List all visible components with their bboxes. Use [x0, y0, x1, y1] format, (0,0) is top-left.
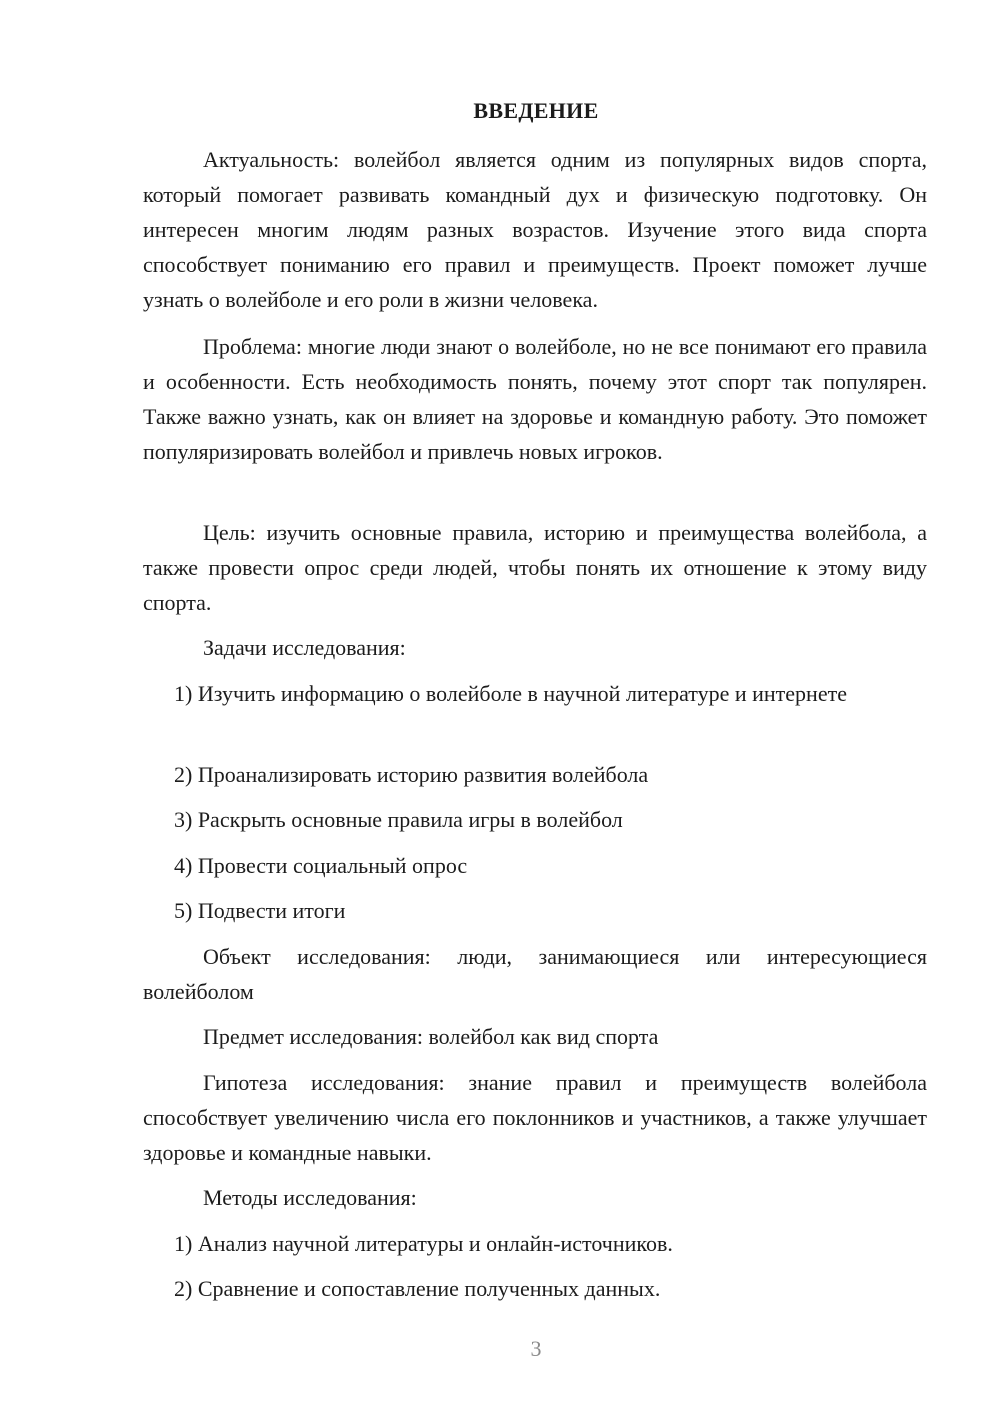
page-number: 3	[530, 1336, 542, 1361]
task-item-1: 1) Изучить информацию о волейболе в научной литературе и интернете	[174, 681, 847, 706]
task-item-2: 2) Проанализировать историю развития волейбола	[174, 762, 649, 787]
object-paragraph: Объект исследования: люди, занимающиеся или интересующиеся волейболом	[143, 944, 927, 1004]
tasks-heading: Задачи исследования:	[203, 635, 406, 660]
page-title: ВВЕДЕНИЕ	[473, 98, 599, 123]
methods-heading: Методы исследования:	[203, 1185, 417, 1210]
method-item-1: 1) Анализ научной литературы и онлайн-источников.	[174, 1231, 673, 1256]
task-item-3: 3) Раскрыть основные правила игры в волейбол	[174, 807, 623, 832]
relevance-paragraph: Актуальность: волейбол является одним из популярных видов спорта, который помогает развивать командный дух и физическую подготовку. Он интересен многим людям разных возрастов. Изучение этого вида спорта способствует пониманию его правил и преимуществ. Проект поможет лучше узнать о волейболе и его роли в жизни человека.	[143, 147, 927, 312]
goal-paragraph: Цель: изучить основные правила, историю и преимущества волейбола, а также провести опрос среди людей, чтобы понять их отношение к этому виду спорта.	[143, 520, 927, 615]
problem-paragraph: Проблема: многие люди знают о волейболе, но не все понимают его правила и особенности. Есть необходимость понять, почему этот спорт так популярен. Также важно узнать, как он влияет на здоровье и командную работу. Это поможет популяризировать волейбол и привлечь новых игроков.	[143, 334, 927, 464]
method-item-2: 2) Сравнение и сопоставление полученных данных.	[174, 1276, 661, 1301]
subject-paragraph: Предмет исследования: волейбол как вид спорта	[203, 1024, 659, 1049]
task-item-4: 4) Провести социальный опрос	[174, 853, 468, 878]
task-item-5: 5) Подвести итоги	[174, 898, 346, 923]
hypothesis-paragraph: Гипотеза исследования: знание правил и преимуществ волейбола способствует увеличению числа его поклонников и участников, а также улучшает здоровье и командные навыки.	[143, 1070, 927, 1165]
